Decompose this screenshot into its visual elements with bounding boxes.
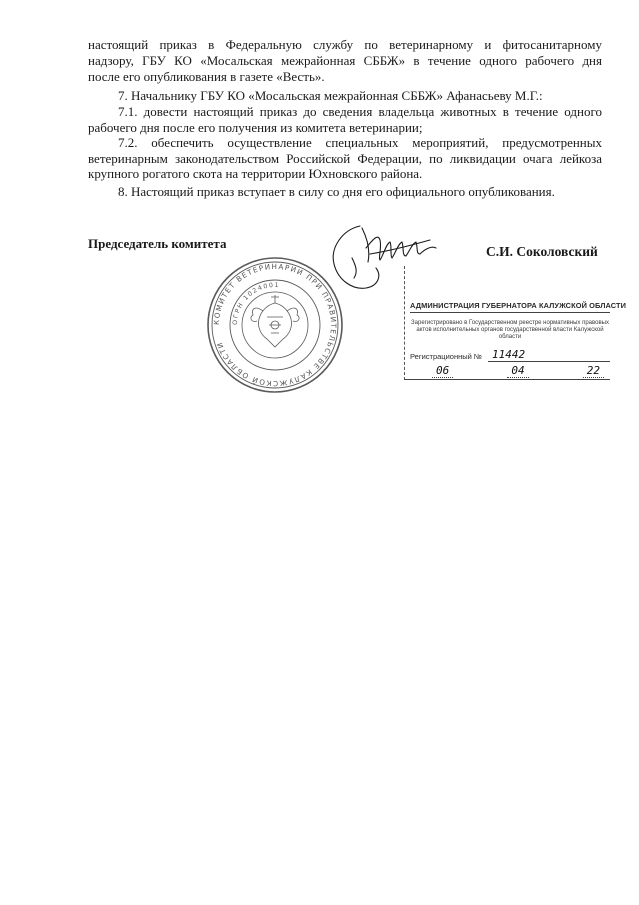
stamp-header: АДМИНИСТРАЦИЯ ГУБЕРНАТОРА КАЛУЖСКОЙ ОБЛАСТИ [410,301,610,313]
registration-date-day: 06 [432,364,453,378]
registration-number-label: Регистрационный № [410,352,482,361]
registration-date [432,364,604,378]
paragraph-6-line-3: после его опубликования в газете «Весть». [88,69,325,84]
signatory-name: С.И. Соколовский [486,244,598,259]
stamp-border-left [404,266,405,380]
stamp-note: Зарегистрировано в Государственном реестре нормативных правовых актов исполнительных органов государственной власти Калужской области [411,320,609,341]
registration-date-year: 22 [583,364,604,378]
registration-number-value: 11442 [488,348,610,362]
coat-of-arms-emblem [251,295,299,347]
paragraph-7-1: 7.1. довести настоящий приказ до сведения владельца животных в течение одного рабочего дня после его получения из комитета ветеринарии; [88,104,602,135]
seal-inner-text-path: ОГРН 1024001 [231,281,281,326]
paragraph-7-2: 7.2. обеспечить осуществление специальных мероприятий, предусмотренных ветеринарным законодательством Российской Федерации, по ликвидации очага лейкоза крупного рогатого скота на территории Юхновского района. [88,135,602,182]
stamp-border-bottom [404,379,610,380]
registration-date-month: 04 [507,364,528,378]
paragraph-8: 8. Настоящий приказ вступает в силу со дня его официального опубликования. [118,184,555,199]
paragraph-6-line-1: настоящий приказ в Федеральную службу по ветеринарному и фитосанитарному [88,37,602,52]
paragraph-7: 7. Начальнику ГБУ КО «Мосальская межрайонная СББЖ» Афанасьеву М.Г.: [118,88,543,103]
seal-outer-text-path: КОМИТЕТ ВЕТЕРИНАРИИ ПРИ ПРАВИТЕЛЬСТВЕ КАЛУЖСКОЙ ОБЛАСТИ [211,261,339,389]
official-seal [205,255,345,395]
paragraph-6-line-2: надзору, ГБУ КО «Мосальская межрайонная СББЖ» в течение одного рабочего дня [88,53,602,68]
signatory-title: Председатель комитета [88,236,227,251]
registration-stamp [404,264,627,380]
